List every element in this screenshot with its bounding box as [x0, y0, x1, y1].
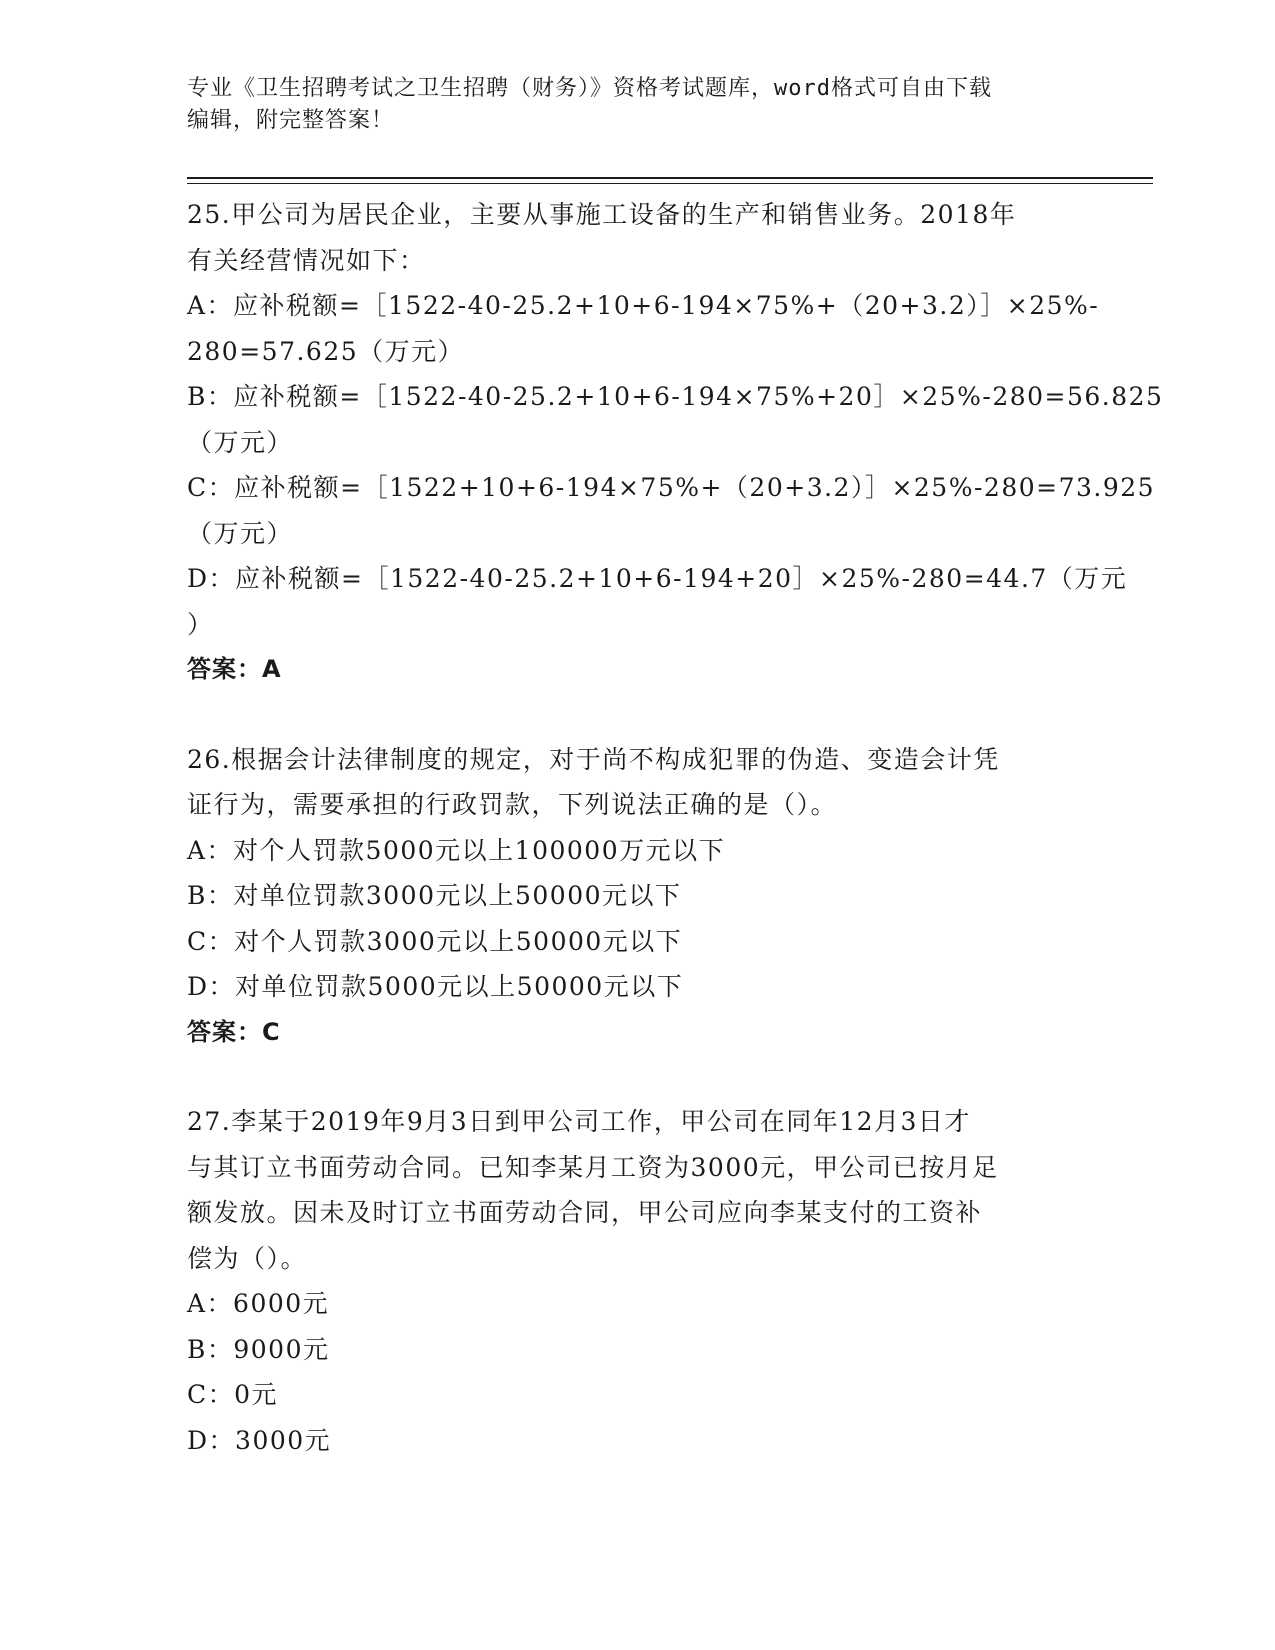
question-stem-line: 27.李某于2019年9月3日到甲公司工作，甲公司在同年12月3日才	[187, 1107, 971, 1136]
question-stem-line: 有关经营情况如下：	[187, 245, 426, 275]
question-stem-line: 证行为，需要承担的行政罚款，下列说法正确的是（）。	[187, 790, 838, 819]
option-c-line: C：0元	[187, 1380, 279, 1409]
option-d-line: ）	[187, 609, 214, 639]
header-line-2: 编辑，附完整答案！	[187, 108, 395, 133]
option-b-line: B：对单位罚款3000元以上50000元以下	[187, 881, 682, 910]
question-25	[187, 192, 1164, 693]
question-26	[187, 737, 1077, 1056]
option-d-line: D：3000元	[187, 1425, 332, 1455]
option-c-line: C：应补税额=［1522+10+6-194×75%+（20+3.2）］×25%-280=73.925	[187, 473, 1156, 502]
option-c-line: （万元）	[187, 518, 294, 548]
option-d-line: D：应补税额=［1522-40-25.2+10+6-194+20］×25%-280=44.7（万元	[187, 564, 1128, 593]
question-27	[187, 1099, 1077, 1463]
answer-label: 答案：A	[187, 655, 282, 683]
answer-label: 答案：C	[187, 1017, 281, 1046]
header-divider-thick	[187, 177, 1153, 179]
header-line-1: 专业《卫生招聘考试之卫生招聘（财务）》资格考试题库，word格式可自由下载	[187, 76, 992, 101]
document-header	[187, 73, 1067, 137]
option-b-line: （万元）	[187, 427, 294, 457]
option-d-line: D：对单位罚款5000元以上50000元以下	[187, 972, 684, 1001]
question-stem-line: 26.根据会计法律制度的规定，对于尚不构成犯罪的伪造、变造会计凭	[187, 744, 1000, 774]
header-divider-thin	[187, 183, 1153, 184]
option-b-line: B：9000元	[187, 1334, 330, 1364]
question-stem-line: 偿为（）。	[187, 1243, 308, 1273]
question-stem-line: 与其订立书面劳动合同。已知李某月工资为3000元，甲公司已按月足	[187, 1152, 999, 1182]
option-c-line: C：对个人罚款3000元以上50000元以下	[187, 926, 683, 956]
question-stem-line: 额发放。因未及时订立书面劳动合同，甲公司应向李某支付的工资补	[187, 1198, 983, 1227]
option-b-line: B：应补税额=［1522-40-25.2+10+6-194×75%+20］×25%-280=56.825	[187, 382, 1164, 411]
question-list	[187, 192, 1164, 1463]
option-a-line: A：应补税额=［1522-40-25.2+10+6-194×75%+（20+3.2）］×25%-	[187, 291, 1100, 320]
question-stem-line: 25.甲公司为居民企业，主要从事施工设备的生产和销售业务。2018年	[187, 200, 1017, 229]
option-a-line: A：6000元	[187, 1289, 330, 1318]
option-a-line: A：对个人罚款5000元以上100000万元以下	[187, 835, 726, 865]
option-a-line: 280=57.625（万元）	[187, 336, 465, 366]
